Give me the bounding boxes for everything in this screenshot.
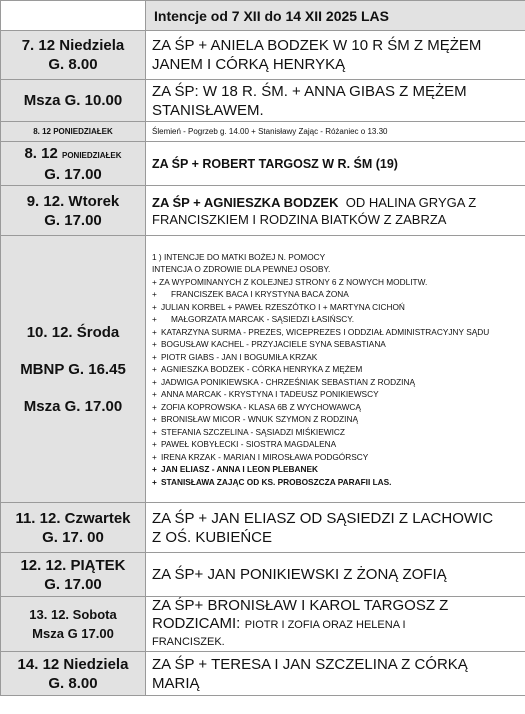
intention-cell xyxy=(146,142,525,186)
list-item-text: STANISŁAWA ZAJĄC OD KS. PROBOSZCZA PARAFII LAS. xyxy=(161,476,392,487)
day-label: 12. 12. PIĄTEK xyxy=(20,556,126,574)
table-row xyxy=(1,142,525,186)
list-item-text: IRENA KRZAK - MARIAN I MIROSŁAWA PODGÓRSCY xyxy=(161,451,369,462)
day-label: 13. 12. Sobota xyxy=(29,607,117,622)
list-item: + MAŁGORZATA MARCAK - SĄSIEDZI ŁASIŃSCY. xyxy=(152,314,355,325)
time-label: G. 17. 00 xyxy=(42,528,104,546)
time-label: G. 8.00 xyxy=(48,674,98,692)
intention-line: Z OŚ. KUBIEŃCE xyxy=(152,528,273,546)
time-label: G. 17.00 xyxy=(44,211,102,229)
intention-line: JANEM I CÓRKĄ HENRYKĄ xyxy=(152,56,346,73)
list-item-text: JAN ELIASZ - ANNA I LEON PLEBANEK xyxy=(161,464,319,475)
time-label: G. 8.00 xyxy=(48,56,98,73)
day-label: 7. 12 Niedziela xyxy=(21,37,125,54)
intention-line xyxy=(152,614,525,634)
table-row xyxy=(1,553,525,597)
list-item: + STANISŁAWA ZAJĄC OD KS. PROBOSZCZA PARAFII LAS. xyxy=(152,476,392,487)
list-item: + ANNA MARCAK - KRYSTYNA I TADEUSZ PONIKIEWSCY xyxy=(152,389,379,400)
table-row xyxy=(1,236,525,503)
day-cell xyxy=(1,122,146,142)
intention-line: ZA ŚP + ROBERT TARGOSZ W R. ŚM (19) xyxy=(152,156,398,171)
intention-cell xyxy=(146,31,525,80)
intention-cell xyxy=(146,80,525,122)
day-cell xyxy=(1,553,146,597)
list-intro: INTENCJA O ZDROWIE DLA PEWNEJ OSOBY. xyxy=(152,264,331,275)
intention-line: Ślemień - Pogrzeb g. 14.00 + Stanisławy Zając - Różaniec o 13.30 xyxy=(152,127,388,136)
day-cell xyxy=(1,186,146,236)
header-row xyxy=(1,1,525,31)
day-cell xyxy=(1,80,146,122)
list-item-text: PAWEŁ KOBYŁECKI - SIOSTRA MAGDALENA xyxy=(161,439,337,450)
list-item-text: MAŁGORZATA MARCAK - SĄSIEDZI ŁASIŃSCY. xyxy=(171,314,355,325)
time-label: Msza G. 17.00 xyxy=(23,397,123,415)
intention-list-cell xyxy=(146,236,525,503)
list-item: + BRONISŁAW MICOR - WNUK SZYMON Z RODZINĄ xyxy=(152,414,358,425)
day-cell xyxy=(1,503,146,553)
day-label xyxy=(1,144,145,165)
day-cell xyxy=(1,31,146,80)
list-item: + KATARZYNA SURMA - PREZES, WICEPREZES I ODDZIAŁ ADMINISTRACYJNY SĄDU xyxy=(152,326,490,337)
list-item-text: STEFANIA SZCZELINA - SĄSIADZI MIŚKIEWICZ xyxy=(161,426,345,437)
day-label: 8. 12 PONIEDZIAŁEK xyxy=(33,127,113,136)
time-label: MBNP G. 16.45 xyxy=(20,360,126,378)
table-row xyxy=(1,80,525,122)
list-item-text: ANNA MARCAK - KRYSTYNA I TADEUSZ PONIKIEWSCY xyxy=(161,389,379,400)
intention-cell xyxy=(146,652,525,696)
intention-text-small: PIOTR I ZOFIA ORAZ HELENA I xyxy=(244,619,406,631)
list-intro: 1 ) INTENCJE DO MATKI BOŻEJ N. POMOCY xyxy=(152,251,326,262)
table-row xyxy=(1,186,525,236)
list-item-text: FRANCISZEK BACA I KRYSTYNA BACA ŻONA xyxy=(171,289,349,300)
table-row xyxy=(1,652,525,696)
list-item-text: JADWIGA PONIKIEWSKA - CHRZEŚNIAK SEBASTIAN Z RODZINĄ xyxy=(161,376,416,387)
list-item: + STEFANIA SZCZELINA - SĄSIADZI MIŚKIEWICZ xyxy=(152,426,345,437)
day-cell xyxy=(1,236,146,503)
list-item: + FRANCISZEK BACA I KRYSTYNA BACA ŻONA xyxy=(152,289,349,300)
intention-cell xyxy=(146,186,525,236)
intention-line xyxy=(152,194,525,211)
list-item-text: KATARZYNA SURMA - PREZES, WICEPREZES I ODDZIAŁ ADMINISTRACYJNY SĄDU xyxy=(161,326,490,337)
list-header-text: ZA WYPOMINANYCH Z KOLEJNEJ STRONY 6 Z NOWYCH MODLITW. xyxy=(159,276,428,287)
intention-cell xyxy=(146,597,525,652)
intention-bold-text: ZA ŚP + AGNIESZKA BODZEK xyxy=(152,194,339,210)
list-header: + ZA WYPOMINANYCH Z KOLEJNEJ STRONY 6 Z NOWYCH MODLITW. xyxy=(152,276,428,287)
intention-line: ZA ŚP: W 18 R. ŚM. + ANNA GIBAS Z MĘŻEM xyxy=(152,82,467,100)
intention-line: MARIĄ xyxy=(152,674,200,692)
intention-cell xyxy=(146,553,525,597)
list-item-text: PIOTR GIABS - JAN I BOGUMIŁA KRZAK xyxy=(161,351,318,362)
day-weekday: PONIEDZIAŁEK xyxy=(61,150,122,160)
day-cell xyxy=(1,597,146,652)
intention-line: ZA ŚP + JAN ELIASZ OD SĄSIEDZI Z LACHOWIC xyxy=(152,509,494,527)
list-item: + JULIAN KORBEL + PAWEŁ RZESZÓTKO I + MARTYNA CICHOŃ xyxy=(152,301,405,312)
time-label: G. 17.00 xyxy=(44,575,102,593)
day-date: 8. 12 xyxy=(24,144,58,162)
list-item: + JAN ELIASZ - ANNA I LEON PLEBANEK xyxy=(152,464,319,475)
list-item: + PIOTR GIABS - JAN I BOGUMIŁA KRZAK xyxy=(152,351,318,362)
intention-line: FRANCISZKIEM I RODZINA BIATKÓW Z ZABRZA xyxy=(152,211,447,227)
intention-line: FRANCISZEK. xyxy=(152,636,225,648)
list-item: + IRENA KRZAK - MARIAN I MIROSŁAWA PODGÓRSCY xyxy=(152,451,369,462)
header-blank-cell xyxy=(1,1,146,31)
table-row xyxy=(1,31,525,80)
day-label: 10. 12. Środa xyxy=(26,323,120,341)
list-item: + AGNIESZKA BODZEK - CÓRKA HENRYKA Z MĘŻEM xyxy=(152,364,363,375)
list-item-text: ZOFIA KOPROWSKA - KLASA 6B Z WYCHOWAWCĄ xyxy=(161,401,361,412)
intention-text: OD HALINA GRYGA Z xyxy=(345,194,477,210)
intention-line: ZA ŚP + ANIELA BODZEK W 10 R ŚM Z MĘŻEM xyxy=(152,37,482,54)
table-row xyxy=(1,503,525,553)
day-label: 14. 12 Niedziela xyxy=(17,655,129,673)
intention-cell xyxy=(146,503,525,553)
list-item: + PAWEŁ KOBYŁECKI - SIOSTRA MAGDALENA xyxy=(152,439,337,450)
time-label: Msza G 17.00 xyxy=(32,626,114,641)
list-item: + ZOFIA KOPROWSKA - KLASA 6B Z WYCHOWAWCĄ xyxy=(152,401,361,412)
table-row xyxy=(1,122,525,142)
list-item-text: JULIAN KORBEL + PAWEŁ RZESZÓTKO I + MARTYNA CICHOŃ xyxy=(161,301,405,312)
time-label: G. 17.00 xyxy=(44,165,102,183)
day-cell xyxy=(1,142,146,186)
day-label: 9. 12. Wtorek xyxy=(26,192,120,210)
day-label: Msza G. 10.00 xyxy=(23,92,123,109)
intention-text: RODZICAMI: xyxy=(152,615,241,632)
day-cell xyxy=(1,652,146,696)
intention-cell xyxy=(146,122,525,142)
list-item: + JADWIGA PONIKIEWSKA - CHRZEŚNIAK SEBASTIAN Z RODZINĄ xyxy=(152,376,416,387)
list-item-text: BOGUSŁAW KACHEL - PRZYJACIELE SYNA SEBASTIANA xyxy=(161,339,386,350)
table-title: Intencje od 7 XII do 14 XII 2025 LAS xyxy=(146,1,525,31)
intention-line: ZA ŚP + TERESA I JAN SZCZELINA Z CÓRKĄ xyxy=(152,655,468,673)
intention-line: STANISŁAWEM. xyxy=(152,101,264,119)
day-label: 11. 12. Czwartek xyxy=(15,509,131,527)
intention-line: ZA ŚP+ BRONISŁAW I KAROL TARGOSZ Z xyxy=(152,597,449,614)
list-item-text: AGNIESZKA BODZEK - CÓRKA HENRYKA Z MĘŻEM xyxy=(161,364,363,375)
table-row xyxy=(1,597,525,652)
list-item: + BOGUSŁAW KACHEL - PRZYJACIELE SYNA SEBASTIANA xyxy=(152,339,386,350)
intention-line: ZA ŚP+ JAN PONIKIEWSKI Z ŻONĄ ZOFIĄ xyxy=(152,566,447,583)
list-item-text: BRONISŁAW MICOR - WNUK SZYMON Z RODZINĄ xyxy=(161,414,358,425)
